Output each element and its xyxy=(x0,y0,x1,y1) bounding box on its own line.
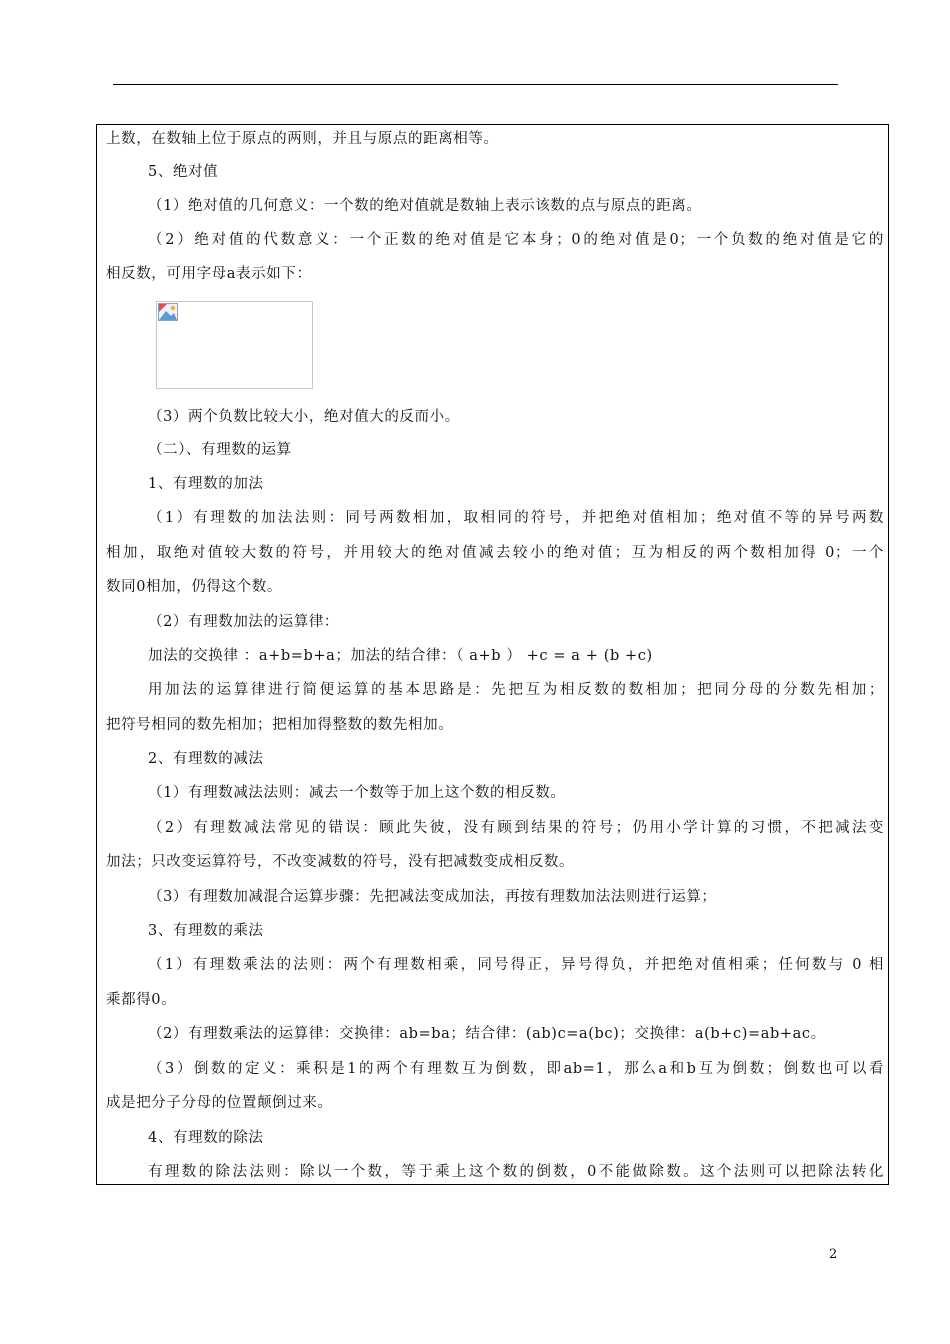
text-line: 相反数，可用字母a表示如下： xyxy=(106,266,312,282)
text-line: （2）绝对值的代数意义：一个正数的绝对值是它本身；0的绝对值是0；一个负数的绝对值是它的 xyxy=(148,232,884,248)
page-number: 2 xyxy=(829,1247,838,1262)
header-rule xyxy=(113,84,838,85)
broken-image-icon xyxy=(158,303,178,321)
section-heading: 1、有理数的加法 xyxy=(148,476,264,492)
formula-line: 加法的交换律 ：a+b=b+a；加法的结合律：（ a+b ） +c = a + (b +c) xyxy=(148,648,653,664)
section-heading: 3、有理数的乘法 xyxy=(148,923,264,939)
text-line: 数同0相加，仍得这个数。 xyxy=(106,579,282,595)
text-line: 把符号相同的数先相加；把相加得整数的数先相加。 xyxy=(106,717,454,733)
formula-image-placeholder xyxy=(156,301,313,389)
text-line: 乘都得0。 xyxy=(106,992,177,1008)
text-line: （1）有理数乘法的法则：两个有理数相乘，同号得正，异号得负，并把绝对值相乘；任何数与 0 相 xyxy=(148,957,884,973)
text-line: （3）有理数加减混合运算步骤：先把减法变成加法，再按有理数加法法则进行运算； xyxy=(148,889,717,905)
text-line: （2）有理数加法的运算律： xyxy=(148,614,340,630)
text-line: （3）倒数的定义：乘积是1的两个有理数互为倒数，即ab=1，那么a和b互为倒数；倒数也可以看 xyxy=(148,1061,884,1077)
text-line: （1）有理数的加法法则：同号两数相加，取相同的符号，并把绝对值相加；绝对值不等的异号两数 xyxy=(148,510,884,526)
section-heading: 5、绝对值 xyxy=(148,164,219,180)
text-line: 有理数的除法法则：除以一个数，等于乘上这个数的倒数，0不能做除数。这个法则可以把除法转化 xyxy=(148,1164,884,1180)
text-line: 用加法的运算律进行简便运算的基本思路是：先把互为相反数的数相加；把同分母的分数先相加； xyxy=(148,682,884,698)
text-line: （2）有理数减法常见的错误：顾此失彼，没有顾到结果的符号；仍用小学计算的习惯，不把减法变 xyxy=(148,820,884,836)
text-line: 上数，在数轴上位于原点的两则，并且与原点的距离相等。 xyxy=(106,131,499,147)
section-heading: 4、有理数的除法 xyxy=(148,1130,264,1146)
text-line: 加法；只改变运算符号，不改变减数的符号，没有把减数变成相反数。 xyxy=(106,854,575,870)
text-line: 成是把分子分母的位置颠倒过来。 xyxy=(106,1095,333,1111)
text-line: （1）有理数减法法则：减去一个数等于加上这个数的相反数。 xyxy=(148,785,566,801)
text-line: （3）两个负数比较大小，绝对值大的反而小。 xyxy=(148,409,460,425)
content-box xyxy=(96,124,889,1185)
section-heading: （二）、有理数的运算 xyxy=(148,442,292,458)
section-heading: 2、有理数的减法 xyxy=(148,751,264,767)
formula-line: （2）有理数乘法的运算律：交换律：ab=ba；结合律：(ab)c=a(bc)；交换律：a(b+c)=ab+ac。 xyxy=(148,1026,826,1042)
text-line: （1）绝对值的几何意义：一个数的绝对值就是数轴上表示该数的点与原点的距离。 xyxy=(148,198,702,214)
text-line: 相加，取绝对值较大数的符号，并用较大的绝对值减去较小的绝对值；互为相反的两个数相加得 0；一个 xyxy=(106,545,884,561)
